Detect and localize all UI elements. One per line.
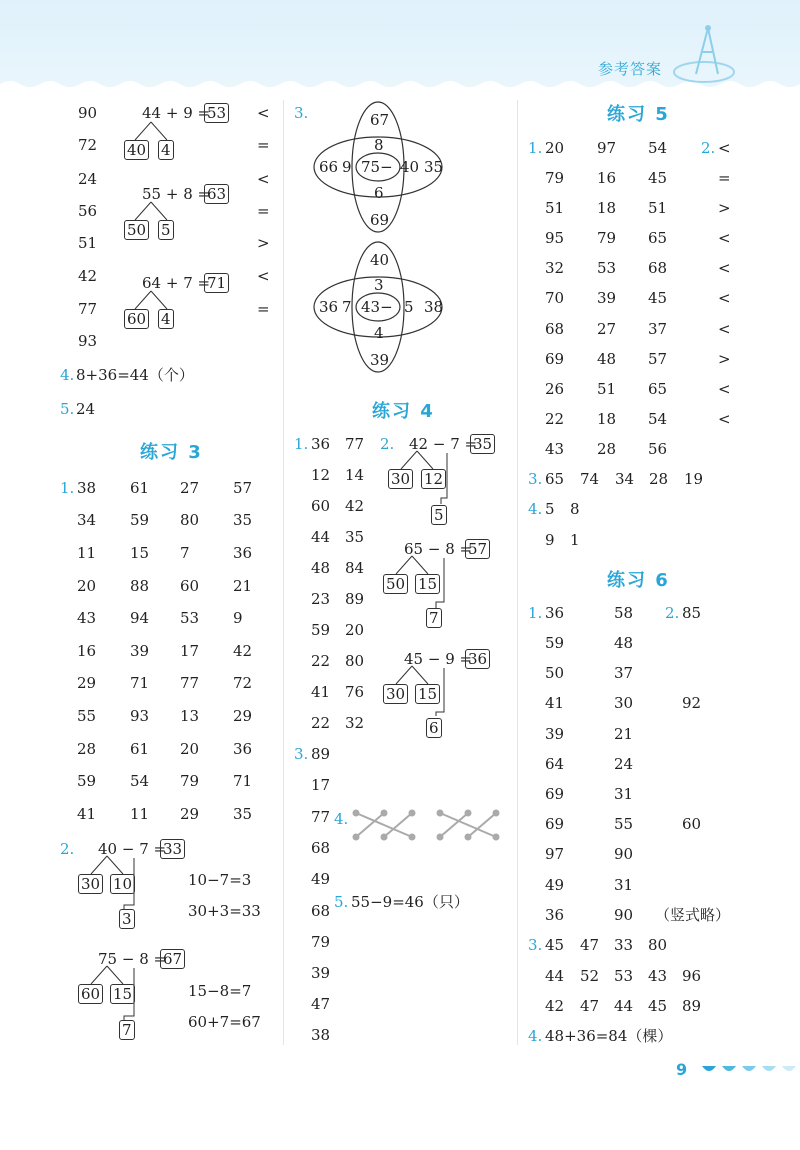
flower-outer-top: 40 [370, 251, 390, 269]
answer-number: 47 [580, 997, 600, 1015]
answer-number: 9 [545, 531, 555, 549]
tree-sub-box: 7 [119, 1020, 135, 1040]
grid-cell: 84 [345, 559, 365, 577]
grid-cell: 37 [614, 664, 634, 682]
answer-number: 79 [311, 933, 331, 951]
question-number: 5. [60, 400, 75, 418]
flower-inner-left: 7 [342, 298, 352, 316]
question-number: 3. [294, 104, 309, 122]
grid-cell: 59 [311, 621, 331, 639]
grid-cell: 29 [77, 674, 97, 692]
answer-number: 80 [648, 936, 668, 954]
grid-cell: 22 [311, 714, 331, 732]
grid-cell: 41 [311, 683, 331, 701]
grid-cell: 53 [597, 259, 617, 277]
grid-cell: 79 [180, 772, 200, 790]
grid-cell: 35 [233, 805, 253, 823]
grid-cell: 57 [233, 479, 253, 497]
question-number: 2. [701, 139, 716, 157]
tree-split-box: 15 [415, 684, 440, 704]
answer-number: 77 [78, 300, 98, 318]
question-number: 4. [528, 1027, 543, 1045]
decorative-dots-icon [700, 1062, 800, 1078]
answer-number: 47 [311, 995, 331, 1013]
answer-number: 39 [311, 964, 331, 982]
grid-cell: 77 [345, 435, 365, 453]
answer-number: 56 [78, 202, 98, 220]
grid-cell: 36 [311, 435, 331, 453]
compare-sign: < [718, 139, 731, 157]
grid-cell: 29 [180, 805, 200, 823]
grid-cell: 90 [614, 906, 634, 924]
grid-cell: 39 [597, 289, 617, 307]
compare-sign: < [257, 104, 270, 122]
matching-lines-diagram [350, 805, 510, 843]
compare-sign: = [257, 300, 270, 318]
tree-result-box: 35 [470, 434, 495, 454]
answer-text: 55−9=46（只） [351, 893, 469, 911]
grid-cell: 27 [180, 479, 200, 497]
answer-text: 48+36=84（棵） [545, 1027, 673, 1045]
grid-cell: 22 [311, 652, 331, 670]
grid-cell: 13 [180, 707, 200, 725]
tree-expression: 45 − 9 = [404, 650, 473, 668]
grid-cell: 97 [545, 845, 565, 863]
grid-cell: 23 [311, 590, 331, 608]
grid-cell: 45 [648, 289, 668, 307]
flower-inner-top: 3 [374, 276, 384, 294]
tree-split-box: 30 [78, 874, 103, 894]
grid-cell: 31 [614, 876, 634, 894]
grid-cell: 16 [77, 642, 97, 660]
question-number: 4. [60, 366, 75, 384]
answer-number: 45 [545, 936, 565, 954]
side-equation: 60+7=67 [188, 1013, 261, 1031]
flower-outer-left: 66 [319, 158, 339, 176]
grid-cell: 43 [77, 609, 97, 627]
section-title: 练习 3 [140, 442, 203, 463]
grid-cell: 76 [345, 683, 365, 701]
question-number: 2. [380, 435, 395, 453]
tree-split-box: 5 [158, 220, 174, 240]
grid-cell: 11 [77, 544, 97, 562]
grid-cell: 59 [545, 634, 565, 652]
tree-result-box: 33 [160, 839, 185, 859]
question-number: 1. [528, 604, 543, 622]
grid-cell: 69 [545, 785, 565, 803]
grid-cell: 80 [180, 511, 200, 529]
question-number: 2. [665, 604, 680, 622]
grid-cell: 72 [233, 674, 253, 692]
answer-number: 72 [78, 136, 98, 154]
grid-cell: 48 [614, 634, 634, 652]
grid-cell: 36 [545, 906, 565, 924]
tree-split-box: 30 [383, 684, 408, 704]
question-number: 2. [60, 840, 75, 858]
grid-cell: 44 [311, 528, 331, 546]
grid-cell: 61 [130, 740, 150, 758]
grid-cell: 32 [545, 259, 565, 277]
tree-sub-box: 3 [119, 909, 135, 929]
tree-split-box: 40 [124, 140, 149, 160]
tree-result-box: 36 [465, 649, 490, 669]
compare-sign: < [257, 267, 270, 285]
grid-cell: 90 [614, 845, 634, 863]
answer-number: 33 [614, 936, 634, 954]
flower-inner-left: 9 [342, 158, 352, 176]
grid-cell: 36 [233, 544, 253, 562]
grid-cell: 65 [648, 229, 668, 247]
grid-cell: 35 [345, 528, 365, 546]
side-equation: 10−7=3 [188, 871, 252, 889]
grid-cell: 57 [648, 350, 668, 368]
compare-sign: < [718, 259, 731, 277]
tree-split-box: 60 [78, 984, 103, 1004]
compare-sign: < [718, 380, 731, 398]
answer-number: 60 [682, 815, 702, 833]
grid-cell: 48 [597, 350, 617, 368]
grid-cell: 32 [345, 714, 365, 732]
answer-number: 49 [311, 870, 331, 888]
grid-cell: 93 [130, 707, 150, 725]
grid-cell: 50 [545, 664, 565, 682]
tree-result-box: 71 [204, 273, 229, 293]
grid-cell: 39 [545, 725, 565, 743]
side-equation: 30+3=33 [188, 902, 261, 920]
flower-inner-right: 5 [404, 298, 414, 316]
grid-cell: 18 [597, 199, 617, 217]
grid-cell: 26 [545, 380, 565, 398]
flower-center: 75− [361, 158, 393, 176]
grid-cell: 97 [597, 139, 617, 157]
compare-sign: < [257, 170, 270, 188]
flower-outer-top: 67 [370, 111, 390, 129]
section-title: 练习 6 [607, 570, 670, 591]
answer-number: 34 [615, 470, 635, 488]
answer-number: 51 [78, 234, 98, 252]
tree-split-box: 12 [421, 469, 446, 489]
grid-cell: 70 [545, 289, 565, 307]
tree-split-box: 15 [415, 574, 440, 594]
grid-cell: 51 [648, 199, 668, 217]
grid-cell: 54 [648, 139, 668, 157]
tree-split-box: 60 [124, 309, 149, 329]
tree-expression: 75 − 8 = [98, 950, 167, 968]
grid-cell: 20 [180, 740, 200, 758]
tree-result-box: 63 [204, 184, 229, 204]
question-number: 1. [294, 435, 309, 453]
note-text: （竖式略） [655, 906, 731, 924]
grid-cell: 21 [614, 725, 634, 743]
grid-cell: 37 [648, 320, 668, 338]
tree-split-box: 15 [110, 984, 135, 1004]
grid-cell: 34 [77, 511, 97, 529]
grid-cell: 17 [180, 642, 200, 660]
grid-cell: 59 [77, 772, 97, 790]
grid-cell: 21 [233, 577, 253, 595]
grid-cell: 20 [545, 139, 565, 157]
compare-sign: > [257, 234, 270, 252]
flower-inner-right: 40 [400, 158, 420, 176]
grid-cell: 30 [614, 694, 634, 712]
side-equation: 15−8=7 [188, 982, 252, 1000]
flower-inner-bottom: 4 [374, 324, 384, 342]
grid-cell: 36 [233, 740, 253, 758]
grid-cell: 60 [311, 497, 331, 515]
grid-cell: 15 [130, 544, 150, 562]
answer-number: 1 [570, 531, 580, 549]
grid-cell: 77 [180, 674, 200, 692]
question-number: 5. [334, 893, 349, 911]
answer-number: 92 [682, 694, 702, 712]
compare-sign: = [257, 136, 270, 154]
answer-number: 47 [580, 936, 600, 954]
flower-inner-top: 8 [374, 136, 384, 154]
tree-split-box: 30 [388, 469, 413, 489]
answer-number: 96 [682, 967, 702, 985]
tree-sub-box: 5 [431, 505, 447, 525]
tree-result-box: 53 [204, 103, 229, 123]
answer-number: 44 [614, 997, 634, 1015]
answer-number: 24 [78, 170, 98, 188]
flower-inner-bottom: 6 [374, 184, 384, 202]
question-number: 4. [334, 810, 349, 828]
grid-cell: 64 [545, 755, 565, 773]
compare-sign: < [718, 320, 731, 338]
tree-split-box: 10 [110, 874, 135, 894]
grid-cell: 14 [345, 466, 365, 484]
grid-cell: 45 [648, 169, 668, 187]
grid-cell: 48 [311, 559, 331, 577]
answer-number: 77 [311, 808, 331, 826]
question-number: 1. [60, 479, 75, 497]
answer-number: 89 [682, 997, 702, 1015]
grid-cell: 89 [345, 590, 365, 608]
tree-split-box: 4 [158, 309, 174, 329]
grid-cell: 53 [180, 609, 200, 627]
grid-cell: 41 [77, 805, 97, 823]
tree-split-box: 50 [124, 220, 149, 240]
grid-cell: 94 [130, 609, 150, 627]
question-number: 1. [528, 139, 543, 157]
grid-cell: 68 [545, 320, 565, 338]
grid-cell: 49 [545, 876, 565, 894]
grid-cell: 18 [597, 410, 617, 428]
grid-cell: 31 [614, 785, 634, 803]
grid-cell: 54 [648, 410, 668, 428]
tree-result-box: 57 [465, 539, 490, 559]
answer-number: 93 [78, 332, 98, 350]
grid-cell: 54 [130, 772, 150, 790]
answer-number: 19 [684, 470, 704, 488]
compare-sign: = [718, 169, 731, 187]
answer-number: 42 [78, 267, 98, 285]
flower-outer-left: 36 [319, 298, 339, 316]
grid-cell: 69 [545, 815, 565, 833]
grid-cell: 42 [345, 497, 365, 515]
answer-number: 42 [545, 997, 565, 1015]
flower-outer-bottom: 39 [370, 351, 390, 369]
answer-number: 85 [682, 604, 702, 622]
grid-cell: 95 [545, 229, 565, 247]
grid-cell: 59 [130, 511, 150, 529]
tree-expression: 44 + 9 = [142, 104, 211, 122]
header-title: 参考答案 [598, 60, 663, 78]
grid-cell: 56 [648, 440, 668, 458]
answer-number: 89 [311, 745, 331, 763]
grid-cell: 35 [233, 511, 253, 529]
tree-result-box: 67 [160, 949, 185, 969]
grid-cell: 24 [614, 755, 634, 773]
grid-cell: 38 [77, 479, 97, 497]
compare-sign: < [718, 229, 731, 247]
answer-number: 68 [311, 902, 331, 920]
grid-cell: 55 [614, 815, 634, 833]
tree-sub-box: 7 [426, 608, 442, 628]
answer-number: 17 [311, 776, 331, 794]
answer-number: 65 [545, 470, 565, 488]
grid-cell: 55 [77, 707, 97, 725]
compare-sign: > [718, 350, 731, 368]
answer-number: 43 [648, 967, 668, 985]
grid-cell: 22 [545, 410, 565, 428]
question-number: 3. [528, 936, 543, 954]
grid-cell: 12 [311, 466, 331, 484]
answer-number: 45 [648, 997, 668, 1015]
answer-number: 5 [545, 500, 555, 518]
grid-cell: 7 [180, 544, 190, 562]
grid-cell: 51 [545, 199, 565, 217]
tree-expression: 42 − 7 = [409, 435, 478, 453]
grid-cell: 43 [545, 440, 565, 458]
question-number: 3. [528, 470, 543, 488]
grid-cell: 71 [130, 674, 150, 692]
grid-cell: 65 [648, 380, 668, 398]
question-number: 4. [528, 500, 543, 518]
grid-cell: 20 [345, 621, 365, 639]
grid-cell: 9 [233, 609, 243, 627]
section-title: 练习 4 [372, 401, 435, 422]
grid-cell: 58 [614, 604, 634, 622]
flower-center: 43− [361, 298, 393, 316]
tree-expression: 40 − 7 = [98, 840, 167, 858]
grid-cell: 28 [77, 740, 97, 758]
grid-cell: 11 [130, 805, 150, 823]
tree-sub-box: 6 [426, 718, 442, 738]
answer-number: 52 [580, 967, 600, 985]
answer-number: 53 [614, 967, 634, 985]
flower-outer-bottom: 69 [370, 211, 390, 229]
grid-cell: 80 [345, 652, 365, 670]
answer-number: 44 [545, 967, 565, 985]
answer-number: 28 [649, 470, 669, 488]
grid-cell: 20 [77, 577, 97, 595]
grid-cell: 71 [233, 772, 253, 790]
tree-split-box: 50 [383, 574, 408, 594]
tree-expression: 65 − 8 = [404, 540, 473, 558]
grid-cell: 39 [130, 642, 150, 660]
flower-outer-right: 35 [424, 158, 444, 176]
grid-cell: 16 [597, 169, 617, 187]
answer-text: 8+36=44（个） [76, 366, 194, 384]
grid-cell: 29 [233, 707, 253, 725]
compare-sign: = [257, 202, 270, 220]
flower-outer-right: 38 [424, 298, 444, 316]
tree-expression: 55 + 8 = [142, 185, 211, 203]
grid-cell: 61 [130, 479, 150, 497]
answer-number: 90 [78, 104, 98, 122]
tree-split-box: 4 [158, 140, 174, 160]
answer-text: 24 [76, 400, 96, 418]
answer-number: 8 [570, 500, 580, 518]
section-title: 练习 5 [607, 104, 670, 125]
grid-cell: 79 [545, 169, 565, 187]
grid-cell: 36 [545, 604, 565, 622]
question-number: 3. [294, 745, 309, 763]
grid-cell: 42 [233, 642, 253, 660]
grid-cell: 60 [180, 577, 200, 595]
answer-number: 68 [311, 839, 331, 857]
grid-cell: 51 [597, 380, 617, 398]
grid-cell: 79 [597, 229, 617, 247]
compare-sign: < [718, 289, 731, 307]
tree-expression: 64 + 7 = [142, 274, 211, 292]
grid-cell: 69 [545, 350, 565, 368]
compare-sign: < [718, 410, 731, 428]
grid-cell: 27 [597, 320, 617, 338]
answer-number: 74 [580, 470, 600, 488]
compare-sign: > [718, 199, 731, 217]
page-number: 9 [676, 1060, 688, 1079]
grid-cell: 41 [545, 694, 565, 712]
grid-cell: 68 [648, 259, 668, 277]
grid-cell: 88 [130, 577, 150, 595]
answer-number: 38 [311, 1026, 331, 1044]
grid-cell: 28 [597, 440, 617, 458]
